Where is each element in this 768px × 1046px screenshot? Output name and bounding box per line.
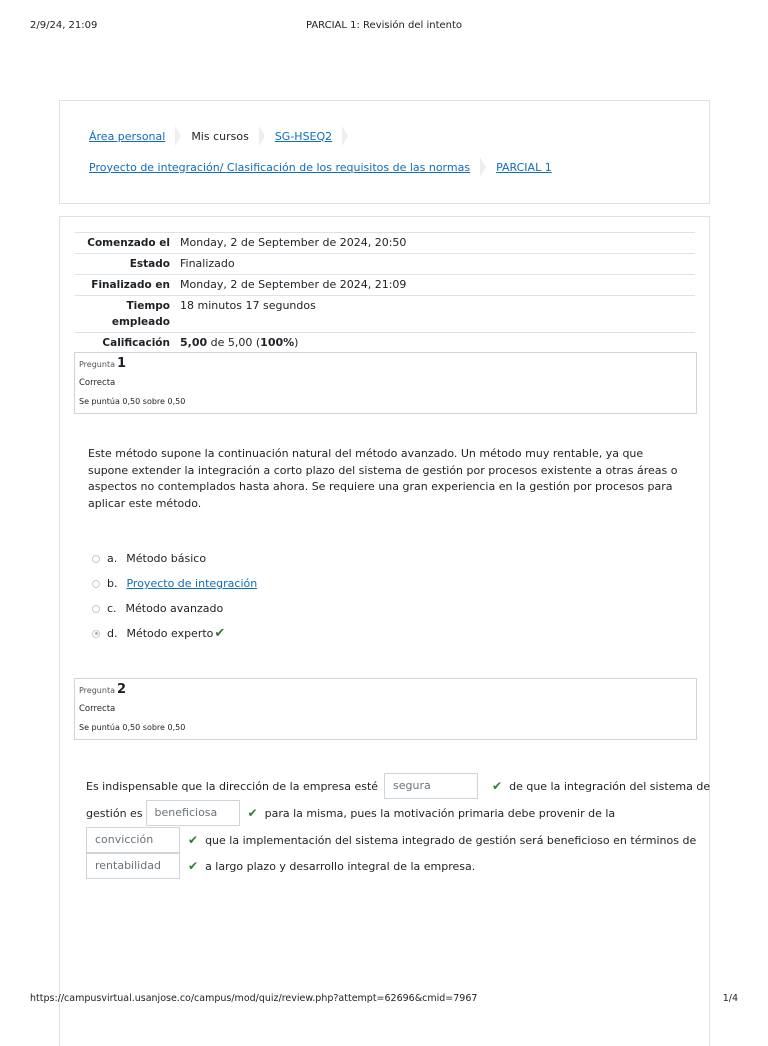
summary-value: 18 minutos 17 segundos [175,296,695,333]
breadcrumb-separator-icon [342,126,348,146]
attempt-summary-table [75,232,695,354]
check-icon: ✔ [492,779,503,793]
answer-option-c[interactable] [92,596,257,621]
question-text: a largo plazo y desarrollo integral de la empresa. [205,859,476,873]
check-icon: ✔ [247,806,258,820]
breadcrumb-card [59,100,710,204]
answer-input[interactable]: beneficiosa [146,800,240,826]
summary-value: Monday, 2 de September de 2024, 21:09 [175,275,695,296]
question-info-2 [74,678,697,740]
question-state: Correcta [79,378,116,388]
answer-input[interactable]: rentabilidad [86,853,180,879]
question-text: para la misma, pues la motivación primaria debe provenir de la [264,806,616,820]
option-letter: c. [107,602,117,615]
question-info-1 [74,352,697,414]
question-state: Correcta [79,704,116,714]
answer-option-a[interactable] [92,546,257,571]
print-date: 2/9/24, 21:09 [30,20,98,31]
breadcrumb-course[interactable]: SG-HSEQ2 [274,129,333,143]
check-icon: ✔ [188,833,199,847]
summary-row [75,333,695,354]
question-number: Pregunta 2 [79,682,127,697]
print-title: PARCIAL 1: Revisión del intento [305,20,463,31]
grade-total: de 5,00 ( [207,336,261,349]
grade-percent: 100% [260,336,295,349]
radio-button[interactable] [92,605,100,613]
summary-row [75,275,695,296]
breadcrumb-mis-cursos: Mis cursos [191,129,249,143]
summary-label: Calificación [75,333,175,354]
print-page-number: 1/4 [722,993,738,1004]
grade-close: ) [294,336,299,349]
option-letter: a. [107,552,118,565]
answer-input[interactable]: segura [384,773,478,799]
print-url: https://campusvirtual.usanjose.co/campus/mod/quiz/review.php?attempt=62696&cmid=7967 [30,993,478,1004]
question-text: que la implementación del sistema integrado de gestión será beneficioso en términos de [205,833,697,847]
summary-row [75,233,695,254]
radio-button[interactable] [92,555,100,563]
option-label: Método básico [126,552,207,565]
fill-line [86,773,710,799]
question-text: de que la integración del sistema de [509,779,711,793]
fill-line [86,853,475,879]
breadcrumb-separator-icon [175,126,181,146]
check-icon: ✔ [188,859,199,873]
question-grade: Se puntúa 0,50 sobre 0,50 [79,723,186,732]
breadcrumb-quiz[interactable]: PARCIAL 1 [496,160,552,174]
quiz-review-card [59,216,710,1046]
summary-row [75,254,695,275]
summary-label: Comenzado el [75,233,175,254]
fill-line [86,827,696,853]
breadcrumb-area-personal[interactable]: Área personal [89,129,166,143]
option-label: Método experto [126,627,214,640]
summary-label: Estado [75,254,175,275]
summary-row [75,296,695,333]
breadcrumb-separator-icon [480,157,486,177]
question-grade: Se puntúa 0,50 sobre 0,50 [79,397,186,406]
question-number: Pregunta 1 [79,356,127,371]
summary-value: Finalizado [175,254,695,275]
summary-label: Finalizado en [75,275,175,296]
summary-value: Monday, 2 de September de 2024, 20:50 [175,233,695,254]
summary-value [175,333,695,354]
fill-line [86,800,615,826]
breadcrumb-row-2 [89,157,552,177]
radio-button[interactable] [92,580,100,588]
option-label-link[interactable]: Proyecto de integración [126,577,258,590]
summary-label: Tiempo empleado [75,296,175,333]
answer-options [92,546,257,646]
question-text: Es indispensable que la dirección de la empresa esté [86,779,379,793]
answer-option-b[interactable] [92,571,257,596]
option-label: Método avanzado [125,602,224,615]
breadcrumb-separator-icon [259,126,265,146]
breadcrumb-section[interactable]: Proyecto de integración/ Clasificación de los requisitos de las normas [89,160,471,174]
breadcrumb [89,126,358,146]
question-text: gestión es [86,806,143,820]
answer-input[interactable]: convicción [86,827,180,853]
check-icon: ✔ [214,626,226,641]
grade-score: 5,00 [180,336,208,349]
answer-option-d[interactable] [92,621,257,646]
option-letter: b. [107,577,118,590]
option-letter: d. [107,627,118,640]
radio-button-selected[interactable] [92,630,100,638]
question-text: Este método supone la continuación natural del método avanzado. Un método muy rentable, ya que supone extender la integración a corto plazo del sistema de gestión por procesos existente a otras áreas o aspectos no contemplados hasta ahora. Se requiere una gran experiencia en la gestión por procesos para aplicar este método. [88,447,678,510]
